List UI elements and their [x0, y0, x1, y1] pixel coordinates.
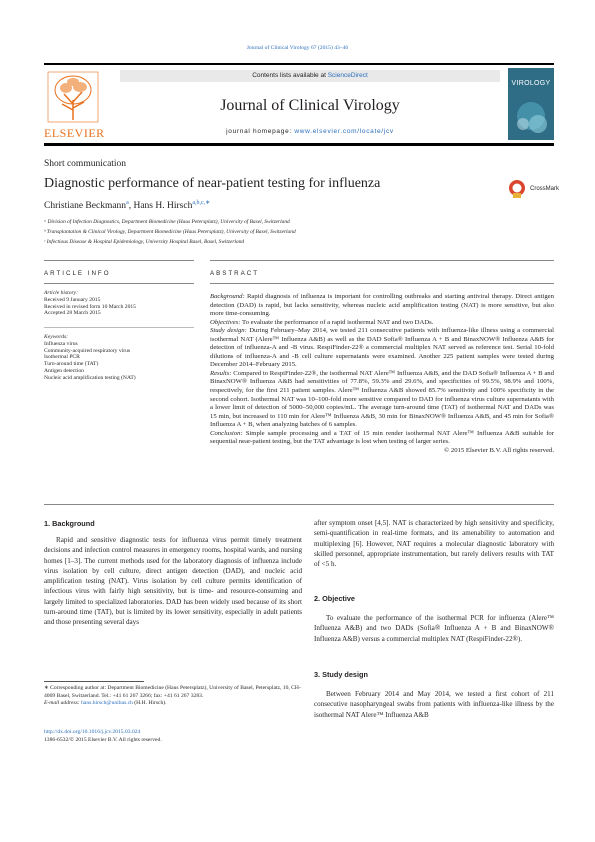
abstract-top-rule	[210, 260, 554, 261]
crossmark-badge[interactable]	[508, 179, 559, 199]
abstract-copyright: © 2015 Elsevier B.V. All rights reserved.	[444, 446, 554, 454]
affiliation-item: ᵇ Transplantation & Clinical Virology, Department Biomedicine (Haus Petersplatz), University of Basel, Switzerland	[44, 229, 296, 235]
journal-homepage: journal homepage: www.elsevier.com/locate/jcv	[226, 128, 394, 135]
abstract-study-design: Study design: During February–May 2014, we tested 211 consecutive patients with influenza-like illness using a commercial isothermal NAT (Alere™ Influenza A&B) as well as the DAD Sofia® Influenza A + B and BinaxNOW® Influenza A&B for detection of influenza-A and -B virus. RespiFinder-22® a commercial multiplex NAT served as reference test. Serial 10-fold dilutions of influenza-A and -B cell culture supernatants were examined. Another 225 patient samples were tested during December 2014–February 2015.	[210, 327, 555, 369]
sciencedirect-link[interactable]: ScienceDirect	[327, 72, 368, 79]
journal-citation[interactable]: Journal of Clinical Virology 67 (2015) 43–46	[246, 45, 349, 51]
keywords-label: Keywords:	[44, 334, 69, 340]
study-design-paragraph: Between February 2014 and May 2014, we tested a first cohort of 211 consecutive nasopharyngeal swabs from patients with influenza-like illness by the isothermal NAT Alere™ Influenza A&B	[314, 690, 554, 719]
article-type: Short communication	[44, 159, 127, 169]
history-item: Received 9 January 2015	[44, 296, 101, 303]
homepage-link[interactable]: www.elsevier.com/locate/jcv	[294, 128, 394, 135]
abstract-heading: ABSTRACT	[210, 270, 260, 277]
section-heading-background: 1. Background	[44, 519, 95, 528]
abstract-results: Results: Compared to RespiFinder-22®, the isothermal NAT Alere™ Influenza A&B, and the DAD Sofia® Influenza A + B and BinaxNOW® Influenza A&B had sensitivities of 77.8%, 59.3% and 29.6%, and specificities of 99.5%, 98.9% and 100%, respectively, for the first 211 patient samples. Alere™ Influenza A&B showed 85.7% sensitivity and 100% specificity in the second cohort. Isothermal NAT was 10–100-fold more sensitive compared to DAD for influenza virus culture supernatants with a lower limit of detection of 5000–50,000 copies/mL. The average turn-around time (TAT) of isothermal NAT and DADs was 15 min, but increased to 110 min for Alere™ Influenza A&B, 30 min for BinaxNOW® Influenza A&B, and 45 min for Sofia® Influenza A + B, when analyzing batches of 6 samples.	[210, 369, 554, 429]
affiliation-marker[interactable]: a	[126, 200, 129, 206]
abstract-conclusion: Conclusion: Simple sample processing and a TAT of 15 min render isothermal NAT Alere™ Influenza A&B suitable for sequential near-patient testing, but the TAT advantage is lost when testing of larger series.	[210, 429, 554, 446]
cover-art	[508, 94, 554, 140]
keyword-item[interactable]: Nucleic acid amplification testing (NAT)	[44, 374, 136, 381]
article-history	[44, 290, 194, 317]
doi-block	[44, 729, 302, 744]
footnote-rule	[44, 681, 144, 682]
info-top-rule	[44, 260, 194, 261]
objective-paragraph: To evaluate the performance of the isothermal PCR for influenza (Alere™ Influenza A&B) and two DADs (Sofia® Influenza A + B and BinaxNOW® Influenza A&B) versus a commercial multiplex NAT (RespiFinder-22®).	[314, 614, 554, 643]
abstract-rule	[210, 283, 554, 284]
affiliation-marker[interactable]: a,b,c,∗	[192, 200, 211, 206]
crossmark-label: CrossMark	[530, 186, 560, 192]
keyword-item[interactable]: Influenza virus	[44, 340, 78, 347]
abstract-bottom-rule	[44, 504, 554, 505]
masthead-top-rule	[44, 63, 554, 65]
history-label: Article history:	[44, 290, 79, 296]
keyword-item[interactable]: Antigen detection	[44, 367, 84, 374]
author-list: Christiane Beckmann$^a$, Hans H. Hirsch$^{a,b,c,∗}$	[44, 200, 211, 212]
article-info-heading: ARTICLE INFO	[44, 270, 111, 277]
keyword-item[interactable]: Turn-around time (TAT)	[44, 361, 99, 368]
info-rule	[44, 283, 194, 284]
journal-title: Journal of Clinical Virology	[220, 97, 400, 114]
section-heading-study-design: 3. Study design	[314, 670, 368, 679]
history-item: Received in revised form 10 March 2015	[44, 303, 136, 310]
background-paragraph: Rapid and sensitive diagnostic tests for influenza virus permit timely treatment decisions and infection control measures in emergency rooms, hospital wards, and nursing homes [1–3]. The current methods used for the laboratory diagnosis of influenza include virus isolation by cell culture, direct antigen detection (DAD), and nucleic acid amplification testing (NAT). Virus isolation by cell culture permits identification of infectious virus with fairly high sensitivity, but is time- and resource-consuming and largely limited to specialized laboratories. DAD has been widely used because of its short turn-around time (TAT), but is limited by its lower sensitivity, especially in adult patients and those presenting several days	[44, 536, 302, 626]
email-link[interactable]: hans.hirsch@unibas.ch	[81, 700, 133, 707]
author-name[interactable]: Hans H. Hirsch	[133, 201, 193, 212]
background-paragraph-continued: after symptom onset [4,5]. NAT is characterized by high sensitivity and specificity, semi-quantification in real-time formats, and its amenability to automation and multiplexing [6]. However, NAT requires a molecular diagnostic laboratory with skilled personnel, appropriate instrumentation, but rarely delivers results with TAT of <5 h.	[314, 519, 554, 568]
affiliation-item: ᵃ Division of Infection Diagnostics, Department Biomedicine (Haus Petersplatz), University of Basel, Switzerland	[44, 219, 290, 225]
keywords	[44, 334, 194, 382]
author-name[interactable]: Christiane Beckmann	[44, 201, 127, 212]
abstract-background: Background: Rapid diagnosis of influenza is important for controlling outbreaks and starting antiviral therapy. Direct antigen detection (DAD) is rapid, but lacks sensitivity, whereas nucleic acid amplification testing (NAT) is more sensitive, but also more time-consuming.	[210, 293, 554, 318]
abstract-body	[210, 293, 554, 455]
doi-link[interactable]: http://dx.doi.org/10.1016/j.jcv.2015.03.024	[44, 729, 141, 735]
masthead-bottom-rule	[44, 143, 554, 146]
history-item: Accepted 28 March 2015	[44, 310, 101, 317]
abstract-objectives: Objectives: To evaluate the performance of a rapid isothermal NAT and two DADs.	[210, 318, 434, 326]
journal-cover	[508, 68, 554, 140]
crossmark-icon	[508, 179, 526, 199]
cover-title: VIROLOGY	[511, 80, 551, 87]
publisher-name: ELSEVIER	[44, 126, 105, 140]
keyword-item[interactable]: Community-acquired respiratory virus	[44, 347, 131, 354]
article-title: Diagnostic performance of near-patient testing for influenza	[44, 176, 381, 191]
section-heading-objective: 2. Objective	[314, 594, 355, 603]
contents-line: Contents lists available at ScienceDirect	[252, 72, 368, 79]
affiliation-item: ᶜ Infectious Disease & Hospital Epidemiology, University Hospital Basel, Basel, Switzerland	[44, 239, 245, 245]
keyword-item[interactable]: Isothermal PCR	[44, 354, 80, 361]
info-divider	[44, 327, 194, 328]
issn-line: 1386-6532/© 2015 Elsevier B.V. All rights reserved.	[44, 736, 162, 743]
corresponding-author-note: ∗ Corresponding author at: Department Biomedicine (Haus Petersplatz), University of Basel, Petersplatz, 10, CH-4009 Basel, Switzerland. Tel.: +41 61 267 3266; fax: +41 61 267 3283. E-mail address: hans.hirsch@unibas.ch (H.H. Hirsch).	[44, 685, 301, 707]
